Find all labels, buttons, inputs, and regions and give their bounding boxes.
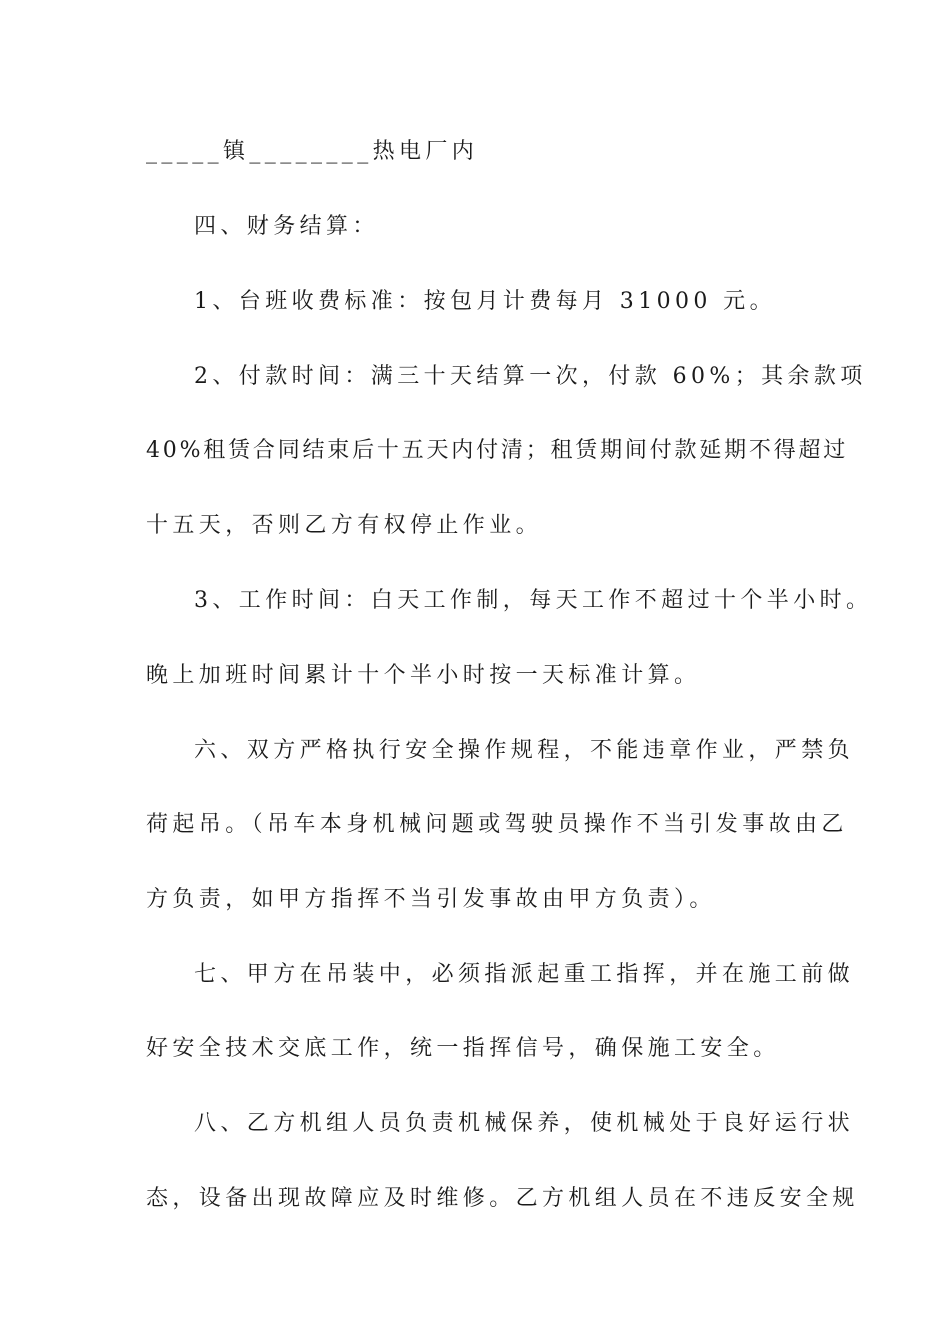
clause-seven-line1: 七、甲方在吊装中，必须指派起重工指挥，并在施工前做 xyxy=(194,962,855,987)
clause-work-time-line1: 3、工作时间：白天工作制，每天工作不超过十个半小时。 xyxy=(194,588,873,613)
clause-six-line1: 六、双方严格执行安全操作规程，不能违章作业，严禁负 xyxy=(194,738,855,763)
clause-eight-line1: 八、乙方机组人员负责机械保养，使机械处于良好运行状 xyxy=(194,1111,855,1136)
heading-financial-settlement: 四、财务结算： xyxy=(194,214,379,239)
clause-six-line2: 荷起吊。（吊车本身机械问题或驾驶员操作不当引发事故由乙 xyxy=(146,812,848,837)
text-line-location: _____镇________热电厂内 xyxy=(146,139,479,164)
clause-payment-time-line3: 十五天，否则乙方有权停止作业。 xyxy=(146,513,543,538)
clause-six-line3: 方负责，如甲方指挥不当引发事故由甲方负责）。 xyxy=(146,887,716,912)
clause-work-time-line2: 晚上加班时间累计十个半小时按一天标准计算。 xyxy=(146,663,701,688)
clause-payment-time-line1: 2、付款时间：满三十天结算一次，付款 60%；其余款项 xyxy=(194,364,867,389)
clause-eight-line2: 态，设备出现故障应及时维修。乙方机组人员在不违反安全规 xyxy=(146,1186,859,1211)
clause-fee-standard: 1、台班收费标准：按包月计费每月 31000 元。 xyxy=(194,289,776,314)
clause-seven-line2: 好安全技术交底工作，统一指挥信号，确保施工安全。 xyxy=(146,1036,780,1061)
clause-payment-time-line2: 40%租赁合同结束后十五天内付清；租赁期间付款延期不得超过 xyxy=(146,438,849,463)
